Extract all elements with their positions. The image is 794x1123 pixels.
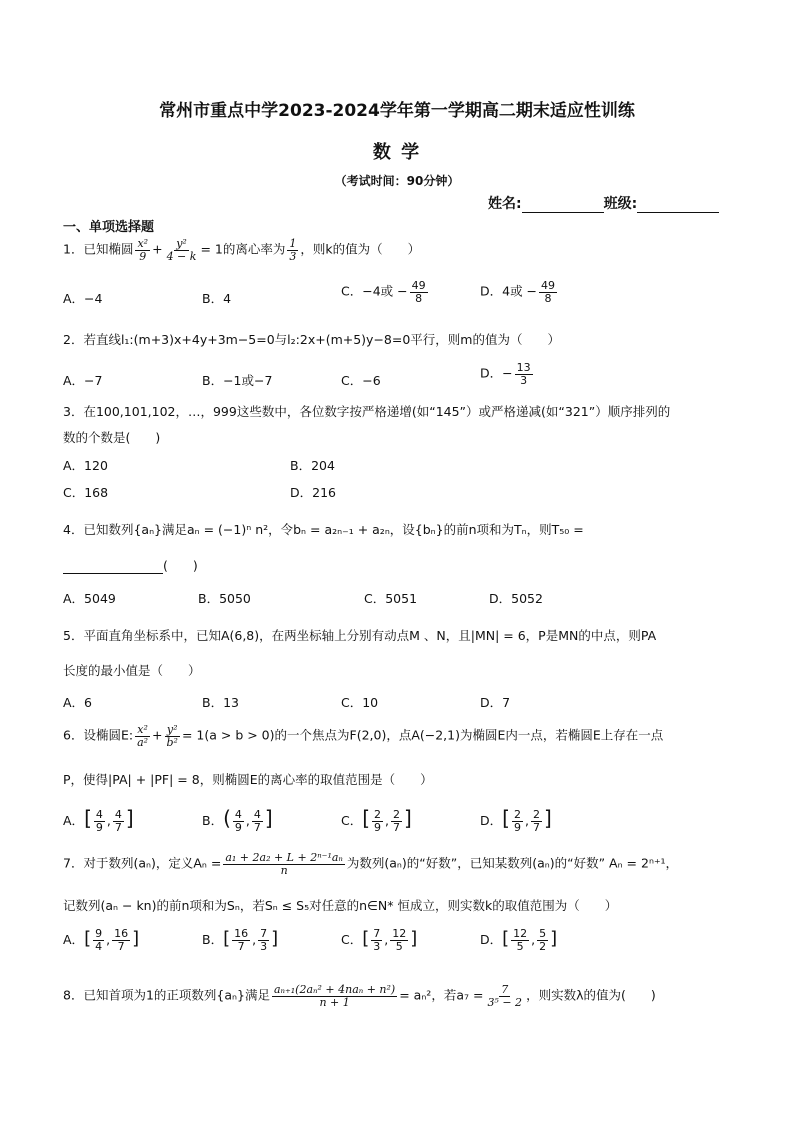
- q5-option-b[interactable]: B．13: [202, 695, 239, 710]
- q8-mid: = aₙ²，若a₇ =: [399, 987, 484, 1003]
- question-4-stem-line1: 4．已知数列{aₙ}满足aₙ = (−1)ⁿ n²，令bₙ = a₂ₙ₋₁ + a₂ₙ，设{bₙ}的前n项和为Tₙ，则T₅₀ =: [63, 522, 584, 537]
- q4-answer-blank[interactable]: [63, 559, 163, 574]
- question-3-stem-line1: 3．在100,101,102，…，999这些数中，各位数字按严格递增(如“145”）或严格递减(如“321”）顺序排列的: [63, 404, 671, 419]
- section-heading: 一、单项选择题: [63, 220, 155, 235]
- q3-option-c[interactable]: C．168: [63, 485, 109, 500]
- q1-tail: ，则k的值为（ ）: [300, 241, 421, 257]
- q1-eq: = 1的离心率为: [200, 241, 286, 257]
- question-2-stem: 2．若直线l₁:(m+3)x+4y+3m−5=0与l₂:2x+(m+5)y−8=0平行，则m的值为（ ）: [63, 332, 560, 347]
- question-8-stem: [63, 984, 656, 1008]
- name-class-row: [488, 193, 719, 213]
- q8-tail: ，则实数λ的值为( ): [526, 987, 656, 1003]
- q8-text: 8．已知首项为1的正项数列{aₙ}满足: [63, 987, 270, 1003]
- question-3-stem-line2: 数的个数是( ): [63, 430, 161, 445]
- q7-frac: $\frac{\text{a₁ + 2a₂ + L + 2ⁿ⁻¹aₙ}}{n}$: [225, 851, 343, 877]
- q4-option-d[interactable]: D．5052: [489, 591, 543, 606]
- question-5-stem-line2: 长度的最小值是（ ）: [63, 663, 201, 678]
- q4-option-c[interactable]: C．5051: [364, 591, 418, 606]
- q1-frac-y: $\frac{\text{y²}}{4 - k}$: [166, 237, 197, 263]
- q1-frac-e: $\frac{1}{3}$: [289, 237, 297, 263]
- question-5-stem-line1: 5．平面直角坐标系中，已知A(6,8)，在两坐标轴上分别有动点M 、N，且|MN| = 6，P是MN的中点，则PA: [63, 628, 657, 643]
- q2-option-c[interactable]: C．−6: [341, 373, 381, 388]
- q1-d-frac: $\frac{49}{8}$: [541, 279, 556, 305]
- q4-paren: ( ): [163, 558, 198, 573]
- exam-time: （考试时间：90分钟）: [334, 174, 460, 188]
- name-field[interactable]: [522, 198, 604, 213]
- q1-option-a[interactable]: A．−4: [63, 291, 103, 306]
- question-4-stem-line2: [63, 556, 198, 574]
- q5-option-d[interactable]: D．7: [480, 695, 511, 710]
- q3-option-a[interactable]: A．120: [63, 458, 108, 473]
- q1-plus: +: [152, 241, 163, 257]
- q7-tail: 为数列(aₙ)的“好数”，已知某数列(aₙ)的“好数” Aₙ = 2ⁿ⁺¹，: [346, 855, 679, 871]
- q8-frac-a7: $\frac{7}{\text{3⁵ − 2}}$: [487, 983, 523, 1009]
- question-7-stem-line1: [63, 852, 678, 876]
- q5-option-a[interactable]: A．6: [63, 695, 93, 710]
- q1-option-d[interactable]: D．4或 − $\frac{49}{8}$: [480, 279, 556, 305]
- q6-frac-y: $\frac{\text{y²}}{\text{b²}}$: [166, 723, 178, 749]
- q7-option-a[interactable]: A．[ $\frac{9}{4}$ , $\frac{16}{7}$ ]: [63, 927, 140, 953]
- class-field[interactable]: [637, 198, 719, 213]
- q2-option-b[interactable]: B．−1或−7: [202, 373, 273, 388]
- question-1-stem: [63, 238, 420, 262]
- exam-title: 常州市重点中学2023-2024学年第一学期高二期末适应性训练: [159, 101, 635, 121]
- q3-option-d[interactable]: D．216: [290, 485, 336, 500]
- q8-frac-recurrence: $\frac{\text{aₙ₊₁(2aₙ² + 4naₙ + n²)}}{n + 1}$: [273, 983, 396, 1009]
- q4-option-a[interactable]: A．5049: [63, 591, 116, 606]
- name-label: 姓名:: [488, 196, 522, 212]
- class-label: 班级:: [603, 196, 638, 212]
- question-7-stem-line2: 记数列(aₙ − kn)的前n项和为Sₙ，若Sₙ ≤ S₅对任意的n∈N* 恒成立，则实数k的取值范围为（ ）: [63, 898, 618, 913]
- q7-text: 7．对于数列(aₙ)，定义Aₙ =: [63, 855, 222, 871]
- q7-option-c[interactable]: C．[ $\frac{7}{3}$ , $\frac{12}{5}$ ]: [341, 927, 418, 953]
- q2-d-frac: $\frac{13}{3}$: [516, 361, 531, 387]
- q6-option-d[interactable]: D．[ $\frac{2}{9}$ , $\frac{2}{7}$ ]: [480, 806, 552, 834]
- q2-option-a[interactable]: A．−7: [63, 373, 103, 388]
- q1-c-frac: $\frac{49}{8}$: [411, 279, 426, 305]
- q6-option-a[interactable]: A．[ $\frac{4}{9}$ , $\frac{4}{7}$ ]: [63, 806, 134, 834]
- q6-option-c[interactable]: C．[ $\frac{2}{9}$ , $\frac{2}{7}$ ]: [341, 806, 412, 834]
- q2-option-d[interactable]: D．− $\frac{13}{3}$: [480, 361, 531, 387]
- q4-option-b[interactable]: B．5050: [198, 591, 251, 606]
- q6-option-b[interactable]: B．( $\frac{4}{9}$ , $\frac{4}{7}$ ]: [202, 806, 273, 834]
- question-6-stem-line1: 6．设椭圆E: $\frac{\text{x²}}{\text{a²}}$ + $\frac{\text{y²}}{\text{b²}}$ = 1(a > b > 0)的一个焦点为F(2,0)，点A(−2,1)为椭圆E内一点，若椭圆E上存在一点: [63, 723, 664, 749]
- q1-frac-x: $\frac{\text{x²}}{9}$: [137, 237, 149, 263]
- q6-frac-x: $\frac{\text{x²}}{\text{a²}}$: [137, 723, 149, 749]
- q7-option-b[interactable]: B．[ $\frac{16}{7}$ , $\frac{7}{3}$ ]: [202, 927, 279, 953]
- subject-heading: 数 学: [372, 142, 422, 163]
- q5-option-c[interactable]: C．10: [341, 695, 379, 710]
- q6-text: 6．设椭圆E:: [63, 727, 134, 743]
- q7-option-d[interactable]: D．[ $\frac{12}{5}$ , $\frac{5}{2}$ ]: [480, 927, 558, 953]
- question-6-stem-line2: P，使得|PA| + |PF| = 8，则椭圆E的离心率的取值范围是（ ）: [63, 772, 433, 787]
- q1-option-c[interactable]: C．−4或 − $\frac{49}{8}$: [341, 279, 426, 305]
- q6-tail: = 1(a > b > 0)的一个焦点为F(2,0)，点A(−2,1)为椭圆E内一点，若椭圆E上存在一点: [181, 727, 664, 743]
- q1-text: 1．已知椭圆: [63, 241, 134, 257]
- q3-option-b[interactable]: B．204: [290, 458, 335, 473]
- q1-option-b[interactable]: B．4: [202, 291, 232, 306]
